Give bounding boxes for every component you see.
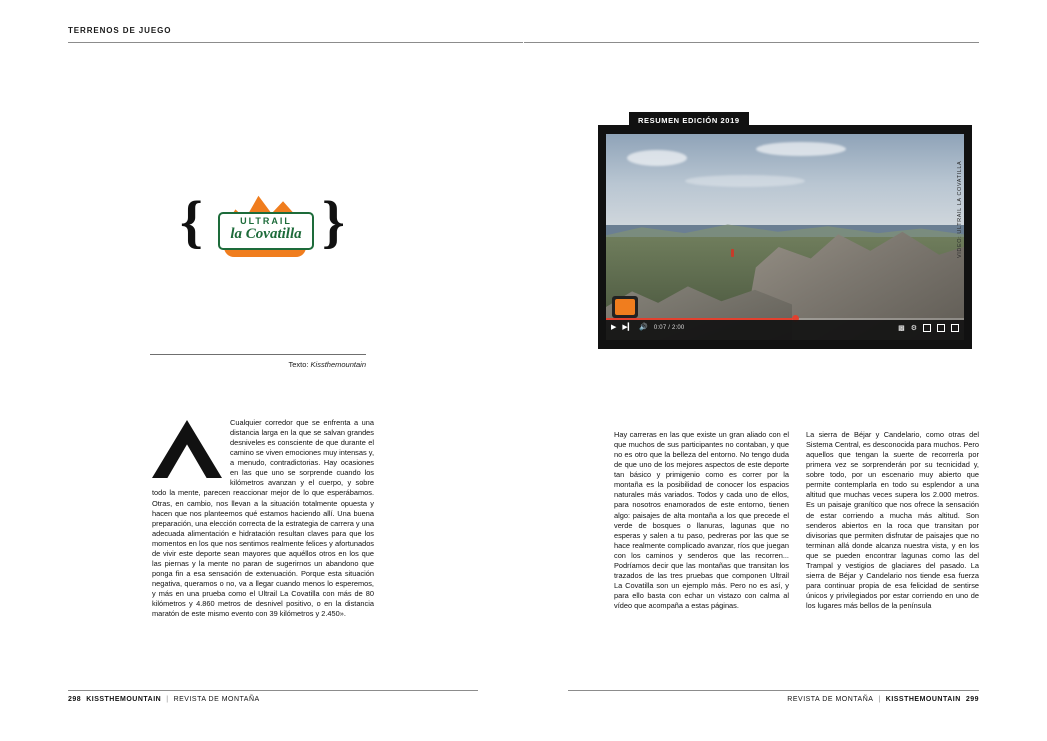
theater-icon[interactable] [937,324,945,332]
credit-divider [150,354,366,355]
footer-divider-right [568,690,979,691]
captions-icon[interactable]: ▩ [898,324,905,332]
video-figure [598,125,972,349]
volume-icon[interactable]: 🔊 [639,324,648,331]
body-paragraph-1: Cualquier corredor que se enfrenta a una distancia larga en la que se salvan grandes desniveles es consciente de que durante el camino se viven emociones muy intensas y, a menudo, contradictorias. Hay ocasiones en las que uno se sorprende cuando los kilómetros avanzan y el cuerpo, y sobre todo la mente, parecen reaccionar mejor de lo que esperábamos. Otras, en cambio, nos llevan a la situación totalmente opuesta y hacen que nos planteemos qué estamos haciendo allí. Una buena preparación, una elección correcta de la estrategia de carrera y una adecuada alimentación e hidratación resultan claves para que los momentos en los que nos sentimos realmente felices y afortunados de vivir este deporte sean mayores que aquéllos otros en los que las piernas y la mente no paran de sugerirnos un abandono que ponga fin a esa sensación de extenuación. Porque esta situación negativa, queramos o no, va a llegar cuando menos lo esperemos, y más en una prueba como el Ultrail La Covatilla con más de 80 kilómetros y 4.860 metros de desnivel positivo, o en la distancia maratón de este mismo evento con 39 kilómetros y 2.450». [152,418,374,619]
body-paragraph-2: Hay carreras en las que existe un gran aliado con el que muchos de sus participantes no contaban, y que no es otro que la belleza del entorno. No tengo duda de que uno de los mejores aspectos de este deporte tan básico y primigenio como es correr por la montaña es la posibilidad de conocer los espacios naturales más variados. Todos y cada uno de ellos, para nosotros enamorados de este entorno, tienen algo: paisajes de alta montaña a los que precede el verde de bosques o llanuras, lagunas que no esperas y salen a tu paso, pedreras por las que se hace realmente complicado avanzar, ríos que juegan con los caminos y senderos que las recorren... Podríamos decir que las montañas que transitan los trazados de las tres pruebas que componen Ultrail La Covatilla son un ejemplo más. Pero no es así, y para ello basta con echar un vistazo con calma al vídeo que acompaña a estas páginas. [614,430,789,611]
play-icon[interactable]: ▶ [611,324,617,331]
footer-divider-left [68,690,478,691]
video-caption-tag: RESUMEN EDICIÓN 2019 [629,112,749,129]
brace-left: { [180,189,203,254]
channel-badge-icon [612,296,638,318]
body-column-1 [152,418,374,619]
credit-author: Kissthemountain [310,360,366,369]
runner-figure [731,249,734,257]
page-number-right: 299 [965,696,979,703]
ultrail-logo [180,185,350,265]
section-label: TERRENOS DE JUEGO [68,26,172,35]
logo-line1: ULTRAIL [240,216,292,226]
footer-right [787,696,979,703]
logo-plate [218,212,314,250]
gear-icon[interactable]: ⚙ [910,324,917,332]
body-paragraph-3: La sierra de Béjar y Candelario, como otras del Sistema Central, es desconocida para muchos. Pero aquellos que tengan la suerte de recorrerla por primera vez se sorprenderán por su tecnicidad y, sobre todo, por un escenario muy abierto que permite contemplarla en todo su esplendor a una altitud que muchas veces supera los 2.000 metros. Es un paisaje granítico que nos ofrece la sensación de estar corriendo a mucha más altitud. Son senderos abiertos en la roca que transitan por divisorias que permiten disfrutar de paisajes que no terminan allá donde alcanza nuestra vista, y en los que se pueden encontrar lagunas como las del Trampal y vestigios de glaciares del pasado. La sierra de Béjar y Candelario nos tiende esa fuerza para continuar propia de esa felicidad de sentirse únicos y privilegiados por estar corriendo en uno de los lugares más bellos de la península [806,430,979,611]
video-controls-bar[interactable] [606,320,964,340]
logo-year [285,187,304,199]
logo-line2: la Covatilla [230,226,302,242]
video-time: 0:07 / 2:00 [653,324,685,331]
brace-right: } [322,189,345,254]
body-column-2 [614,430,789,611]
miniplayer-icon[interactable] [923,324,931,332]
footer-left [68,696,260,703]
video-side-credit: VIDEO: ULTRAIL LA COVATILLA [957,160,963,258]
footer-separator-right: | [878,696,881,703]
footer-brand-right: KISSTHEMOUNTAIN [885,696,961,703]
video-player[interactable] [606,134,964,340]
next-icon[interactable]: ▶▎ [622,324,634,331]
credit-prefix: Texto: [288,360,311,369]
footer-brand-left: KISSTHEMOUNTAIN [86,696,162,703]
text-credit [150,360,366,369]
logo-year-sup: 20 [285,187,292,194]
body-column-3 [806,430,979,611]
footer-subtitle-right: REVISTA DE MONTAÑA [787,696,874,703]
page-gutter [523,0,524,741]
logo-year-main: 20 [291,187,304,199]
logo-badge [218,185,314,261]
fullscreen-icon[interactable] [951,324,959,332]
footer-separator-left: | [166,696,169,703]
footer-subtitle-left: REVISTA DE MONTAÑA [173,696,260,703]
dropcap-a [152,420,222,482]
page-number-left: 298 [68,696,82,703]
